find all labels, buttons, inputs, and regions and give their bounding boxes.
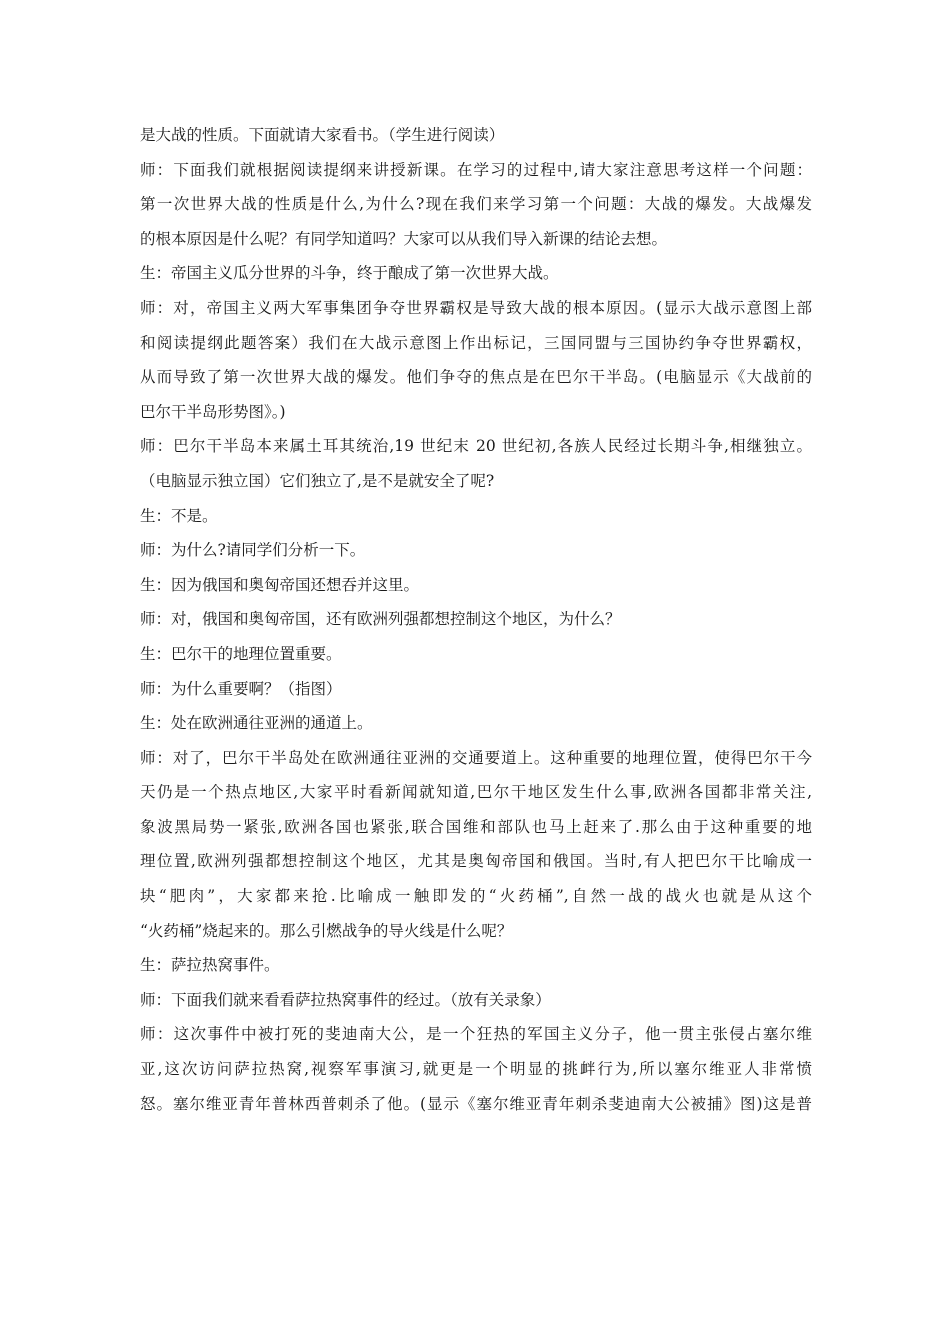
text-line: 师：巴尔干半岛本来属土耳其统治,19 世纪末 20 世纪初,各族人民经过长期斗争,相继独立。 <box>140 437 812 456</box>
text-line: 师：对了，巴尔干半岛处在欧洲通往亚洲的交通要道上。这种重要的地理位置，使得巴尔干今 <box>140 748 812 767</box>
text-line: 天仍是一个热点地区,大家平时看新闻就知道,巴尔干地区发生什么事,欧洲各国都非常关注, <box>140 783 812 802</box>
text-line: 是大战的性质。下面就请大家看书。（学生进行阅读） <box>140 126 505 144</box>
text-line: 师：为什么?请同学们分析一下。 <box>140 541 366 560</box>
document-body <box>140 118 812 1121</box>
text-line: 和阅读提纲此题答案）我们在大战示意图上作出标记，三国同盟与三国协约争夺世界霸权， <box>140 333 812 352</box>
text-line: 生：处在欧洲通往亚洲的通道上。 <box>140 714 373 733</box>
text-line: 师：这次事件中被打死的斐迪南大公，是一个狂热的军国主义分子，他一贯主张侵占塞尔维 <box>140 1025 812 1044</box>
text-line: 师：对，帝国主义两大军事集团争夺世界霸权是导致大战的根本原因。(显示大战示意图上部 <box>140 298 812 317</box>
text-line: 师：为什么重要啊？（指图） <box>140 679 342 698</box>
text-line: 的根本原因是什么呢？有同学知道吗？大家可以从我们导入新课的结论去想。 <box>140 229 668 248</box>
text-line: 第一次世界大战的性质是什么,为什么?现在我们来学习第一个问题：大战的爆发。大战爆发 <box>140 195 812 214</box>
text-line: 师：下面我们就根据阅读提纲来讲授新课。在学习的过程中,请大家注意思考这样一个问题： <box>140 160 812 179</box>
text-line: 怒。塞尔维亚青年普林西普刺杀了他。(显示《塞尔维亚青年刺杀斐迪南大公被捕》图)这是普 <box>140 1094 812 1113</box>
text-line: 从而导致了第一次世界大战的爆发。他们争夺的焦点是在巴尔干半岛。(电脑显示《大战前的 <box>140 368 812 387</box>
text-line: 师：下面我们就来看看萨拉热窝事件的经过。（放有关录象） <box>140 990 551 1009</box>
text-line: 理位置,欧洲列强都想控制这个地区，尤其是奥匈帝国和俄国。当时,有人把巴尔干比喻成一 <box>140 852 812 871</box>
text-line: 亚,这次访问萨拉热窝,视察军事演习,就更是一个明显的挑衅行为,所以塞尔维亚人非常愤 <box>140 1060 812 1079</box>
text-line: “火药桶”烧起来的。那么引燃战争的导火线是什么呢？ <box>140 921 513 940</box>
text-line: 象波黑局势一紧张,欧洲各国也紧张,联合国维和部队也马上赶来了.那么由于这种重要的地 <box>140 817 812 836</box>
text-line: （电脑显示独立国）它们独立了,是不是就安全了呢? <box>140 471 495 490</box>
text-line: 师：对，俄国和奥匈帝国，还有欧洲列强都想控制这个地区，为什么？ <box>140 610 621 629</box>
text-line: 生：巴尔干的地理位置重要。 <box>140 644 342 663</box>
text-line: 巴尔干半岛形势图》。) <box>140 402 286 421</box>
text-line: 生：萨拉热窝事件。 <box>140 956 280 975</box>
text-line: 块“肥肉”，大家都来抢.比喻成一触即发的“火药桶”,自然一战的战火也就是从这个 <box>140 887 812 906</box>
text-line: 生：因为俄国和奥匈帝国还想吞并这里。 <box>140 575 420 594</box>
text-line: 生：帝国主义瓜分世界的斗争，终于酿成了第一次世界大战。 <box>140 264 559 283</box>
text-line: 生：不是。 <box>140 506 218 525</box>
